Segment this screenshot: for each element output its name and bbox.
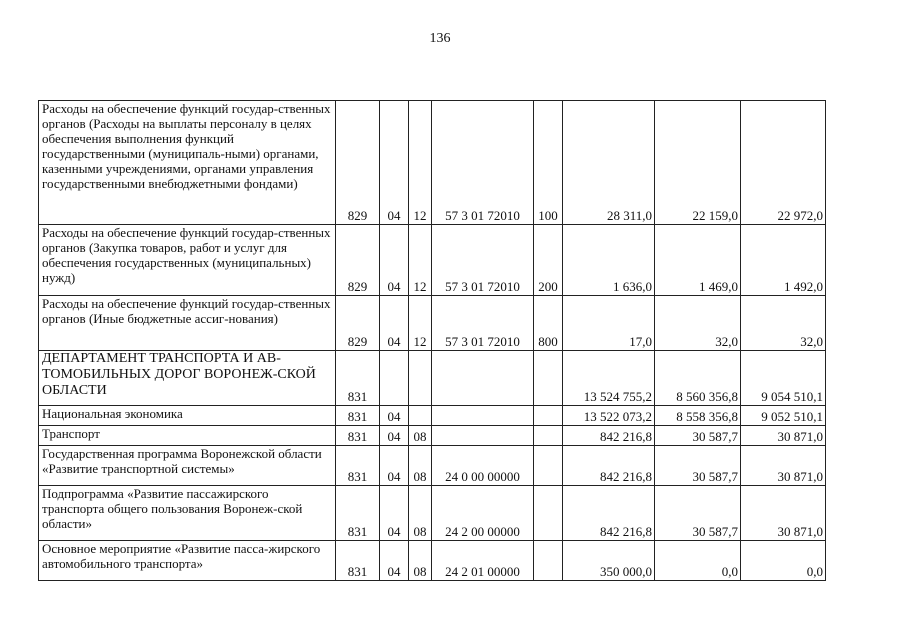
cell-vr (534, 426, 563, 446)
cell-year2: 8 560 356,8 (655, 351, 741, 406)
cell-gr: 831 (336, 426, 380, 446)
table-row (39, 541, 826, 581)
cell-year2: 30 587,7 (655, 446, 741, 486)
cell-vr (534, 351, 563, 406)
cell-gr: 831 (336, 486, 380, 541)
cell-csr: 57 3 01 72010 (432, 101, 534, 225)
cell-rz: 04 (380, 541, 409, 581)
cell-csr (432, 351, 534, 406)
cell-year3: 30 871,0 (741, 486, 826, 541)
cell-year3: 32,0 (741, 296, 826, 351)
table-row (39, 101, 826, 225)
cell-year1: 13 524 755,2 (563, 351, 655, 406)
cell-vr (534, 406, 563, 426)
cell-gr: 831 (336, 406, 380, 426)
row-name: Транспорт (39, 426, 336, 446)
cell-year2: 22 159,0 (655, 101, 741, 225)
cell-csr: 24 2 00 00000 (432, 486, 534, 541)
cell-vr: 200 (534, 225, 563, 296)
cell-year1: 13 522 073,2 (563, 406, 655, 426)
cell-rz: 04 (380, 225, 409, 296)
cell-year1: 842 216,8 (563, 426, 655, 446)
cell-year2: 30 587,7 (655, 426, 741, 446)
table-row (39, 406, 826, 426)
table-row (39, 296, 826, 351)
table-row (39, 225, 826, 296)
table-row (39, 486, 826, 541)
cell-csr: 57 3 01 72010 (432, 296, 534, 351)
cell-year1: 28 311,0 (563, 101, 655, 225)
cell-pr: 12 (409, 101, 432, 225)
cell-year2: 32,0 (655, 296, 741, 351)
cell-year1: 842 216,8 (563, 446, 655, 486)
cell-rz: 04 (380, 296, 409, 351)
cell-pr: 12 (409, 296, 432, 351)
cell-year1: 1 636,0 (563, 225, 655, 296)
cell-rz: 04 (380, 446, 409, 486)
cell-pr (409, 351, 432, 406)
cell-gr: 829 (336, 225, 380, 296)
cell-csr: 24 2 01 00000 (432, 541, 534, 581)
cell-year3: 30 871,0 (741, 446, 826, 486)
row-name: Расходы на обеспечение функций государ-ственных органов (Иные бюджетные ассиг-нования) (39, 296, 336, 351)
cell-year2: 8 558 356,8 (655, 406, 741, 426)
cell-rz: 04 (380, 101, 409, 225)
cell-year3: 30 871,0 (741, 426, 826, 446)
row-name: Подпрограмма «Развитие пассажирского транспорта общего пользования Воронеж-ской области» (39, 486, 336, 541)
cell-year3: 9 054 510,1 (741, 351, 826, 406)
cell-gr: 831 (336, 351, 380, 406)
row-name: Расходы на обеспечение функций государ-ственных органов (Расходы на выплаты персоналу в целях обеспечения выполнения функций государственными (муниципаль-ными) органами, казенными учреждениями, органами управления государственными внебюджетными фондами) (39, 101, 336, 225)
cell-year2: 30 587,7 (655, 486, 741, 541)
budget-table (38, 100, 826, 581)
cell-pr: 08 (409, 446, 432, 486)
cell-csr: 57 3 01 72010 (432, 225, 534, 296)
row-name: Расходы на обеспечение функций государ-ственных органов (Закупка товаров, работ и услуг для обеспечения государственных (муниципальных) нужд) (39, 225, 336, 296)
cell-csr: 24 0 00 00000 (432, 446, 534, 486)
cell-vr (534, 541, 563, 581)
table-row (39, 351, 826, 406)
cell-year1: 350 000,0 (563, 541, 655, 581)
cell-csr (432, 426, 534, 446)
cell-pr (409, 406, 432, 426)
cell-rz: 04 (380, 406, 409, 426)
row-name: Национальная экономика (39, 406, 336, 426)
row-name: Основное мероприятие «Развитие пасса-жирского автомобильного транспорта» (39, 541, 336, 581)
cell-gr: 829 (336, 101, 380, 225)
cell-pr: 12 (409, 225, 432, 296)
cell-vr (534, 486, 563, 541)
cell-rz: 04 (380, 426, 409, 446)
cell-year3: 22 972,0 (741, 101, 826, 225)
cell-pr: 08 (409, 541, 432, 581)
row-name: Государственная программа Воронежской области «Развитие транспортной системы» (39, 446, 336, 486)
cell-vr: 800 (534, 296, 563, 351)
cell-pr: 08 (409, 426, 432, 446)
cell-gr: 829 (336, 296, 380, 351)
cell-vr (534, 446, 563, 486)
cell-year3: 0,0 (741, 541, 826, 581)
cell-year1: 842 216,8 (563, 486, 655, 541)
cell-year1: 17,0 (563, 296, 655, 351)
cell-year2: 0,0 (655, 541, 741, 581)
row-name: ДЕПАРТАМЕНТ ТРАНСПОРТА И АВ-ТОМОБИЛЬНЫХ ДОРОГ ВОРОНЕЖ-СКОЙ ОБЛАСТИ (39, 351, 336, 406)
cell-gr: 831 (336, 446, 380, 486)
table-row (39, 426, 826, 446)
cell-year3: 9 052 510,1 (741, 406, 826, 426)
cell-rz (380, 351, 409, 406)
cell-vr: 100 (534, 101, 563, 225)
page-number: 136 (429, 31, 451, 46)
cell-year2: 1 469,0 (655, 225, 741, 296)
cell-year3: 1 492,0 (741, 225, 826, 296)
cell-csr (432, 406, 534, 426)
cell-rz: 04 (380, 486, 409, 541)
cell-pr: 08 (409, 486, 432, 541)
cell-gr: 831 (336, 541, 380, 581)
table-row (39, 446, 826, 486)
